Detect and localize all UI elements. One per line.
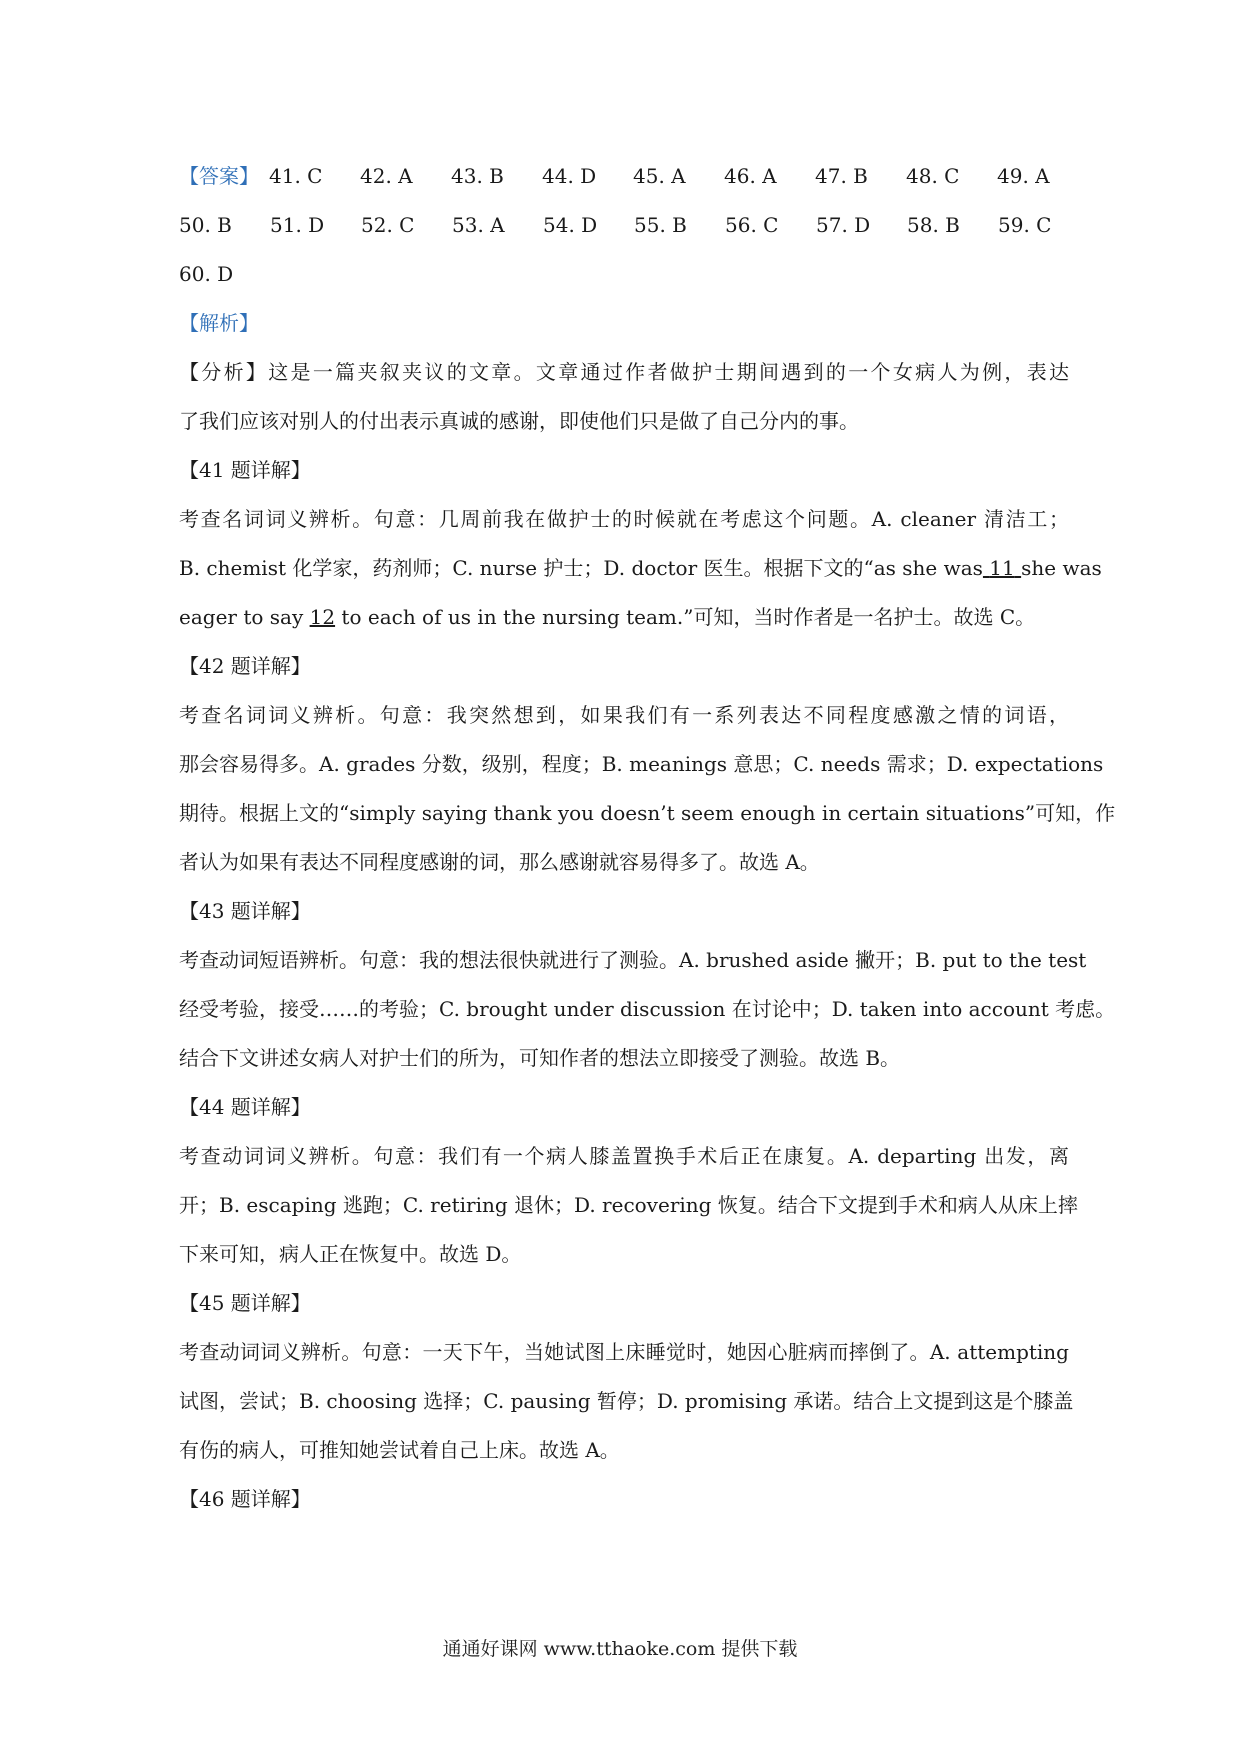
q45-line: 考查动词词义辨析。句意：一天下午，当她试图上床睡觉时，她因心脏病而摔倒了。A. attempting	[179, 1340, 1069, 1364]
answer-item: 50. B	[179, 213, 232, 237]
summary-line: 【分析】这是一篇夹叙夹议的文章。文章通过作者做护士期间遇到的一个女病人为例，表达	[179, 360, 1069, 384]
answer-item: 58. B	[907, 213, 960, 237]
q42-line: 考查名词词义辨析。句意：我突然想到，如果我们有一系列表达不同程度感激之情的词语，	[179, 703, 1069, 727]
summary-line: 了我们应该对别人的付出表示真诚的感谢，即使他们只是做了自己分内的事。	[179, 409, 859, 433]
q41-text: to each of us in the nursing team.”可知，当时作者是一名护士。故选 C。	[341, 605, 1036, 629]
q46-heading: 【46 题详解】	[179, 1487, 311, 1511]
blank-number: 12	[309, 605, 336, 629]
q42-heading: 【42 题详解】	[179, 654, 311, 678]
q43-line: 考查动词短语辨析。句意：我的想法很快就进行了测验。A. brushed aside 撇开；B. put to the test	[179, 948, 1087, 972]
answer-item: 59. C	[998, 213, 1052, 237]
q41-line: 考查名词词义辨析。句意：几周前我在做护士的时候就在考虑这个问题。A. cleaner 清洁工；	[179, 507, 1069, 531]
q45-heading: 【45 题详解】	[179, 1291, 311, 1315]
answer-item: 45. A	[633, 164, 686, 188]
answer-item: 48. C	[906, 164, 960, 188]
answer-item: 55. B	[634, 213, 687, 237]
document-body	[179, 152, 1116, 1524]
q43-heading: 【43 题详解】	[179, 899, 311, 923]
answer-item: 52. C	[361, 213, 415, 237]
q45-line: 有伤的病人，可推知她尝试着自己上床。故选 A。	[179, 1438, 620, 1462]
q44-line: 考查动词词义辨析。句意：我们有一个病人膝盖置换手术后正在康复。A. departing 出发，离	[179, 1144, 1069, 1168]
answer-item: 54. D	[543, 213, 598, 237]
answers-row-2	[179, 201, 1069, 250]
answers-row-1	[179, 152, 1069, 201]
analysis-label: 【解析】	[179, 311, 259, 335]
page-footer: 通通好课网 www.tthaoke.com 提供下载	[442, 1638, 798, 1660]
answer-item: 41. C	[269, 164, 323, 188]
answer-item: 56. C	[725, 213, 779, 237]
q41-text: B. chemist 化学家，药剂师；C. nurse 护士；D. doctor 医生。根据下文的“as she was	[179, 556, 983, 580]
q42-line: 期待。根据上文的“simply saying thank you doesn’t seem enough in certain situations”可知，作	[179, 801, 1116, 825]
answer-item: 49. A	[997, 164, 1050, 188]
answer-item: 53. A	[452, 213, 505, 237]
answer-item: 43. B	[451, 164, 504, 188]
answer-item: 57. D	[816, 213, 871, 237]
answer-item: 51. D	[270, 213, 325, 237]
q43-line: 结合下文讲述女病人对护士们的所为，可知作者的想法立即接受了测验。故选 B。	[179, 1046, 901, 1070]
q42-line: 者认为如果有表达不同程度感谢的词，那么感谢就容易得多了。故选 A。	[179, 850, 820, 874]
answer-item: 60. D	[179, 262, 234, 286]
q41-heading: 【41 题详解】	[179, 458, 311, 482]
answers-row-3	[179, 250, 1069, 299]
answer-label: 【答案】	[179, 164, 259, 188]
q41-text: she was	[1021, 556, 1102, 580]
q44-line: 开；B. escaping 逃跑；C. retiring 退休；D. recovering 恢复。结合下文提到手术和病人从床上摔	[179, 1193, 1078, 1217]
q44-line: 下来可知，病人正在恢复中。故选 D。	[179, 1242, 522, 1266]
q41-text: eager to say	[179, 605, 304, 629]
q42-line: 那会容易得多。A. grades 分数，级别，程度；B. meanings 意思；C. needs 需求；D. expectations	[179, 752, 1104, 776]
answer-item: 44. D	[542, 164, 597, 188]
answer-item: 47. B	[815, 164, 868, 188]
blank-number: 11	[989, 556, 1015, 580]
q41-line	[179, 593, 1069, 642]
q43-line: 经受考验，接受……的考验；C. brought under discussion 在讨论中；D. taken into account 考虑。	[179, 997, 1116, 1021]
q45-line: 试图，尝试；B. choosing 选择；C. pausing 暂停；D. promising 承诺。结合上文提到这是个膝盖	[179, 1389, 1074, 1413]
answer-item: 42. A	[360, 164, 413, 188]
q44-heading: 【44 题详解】	[179, 1095, 311, 1119]
q41-line	[179, 544, 1102, 593]
answer-item: 46. A	[724, 164, 777, 188]
